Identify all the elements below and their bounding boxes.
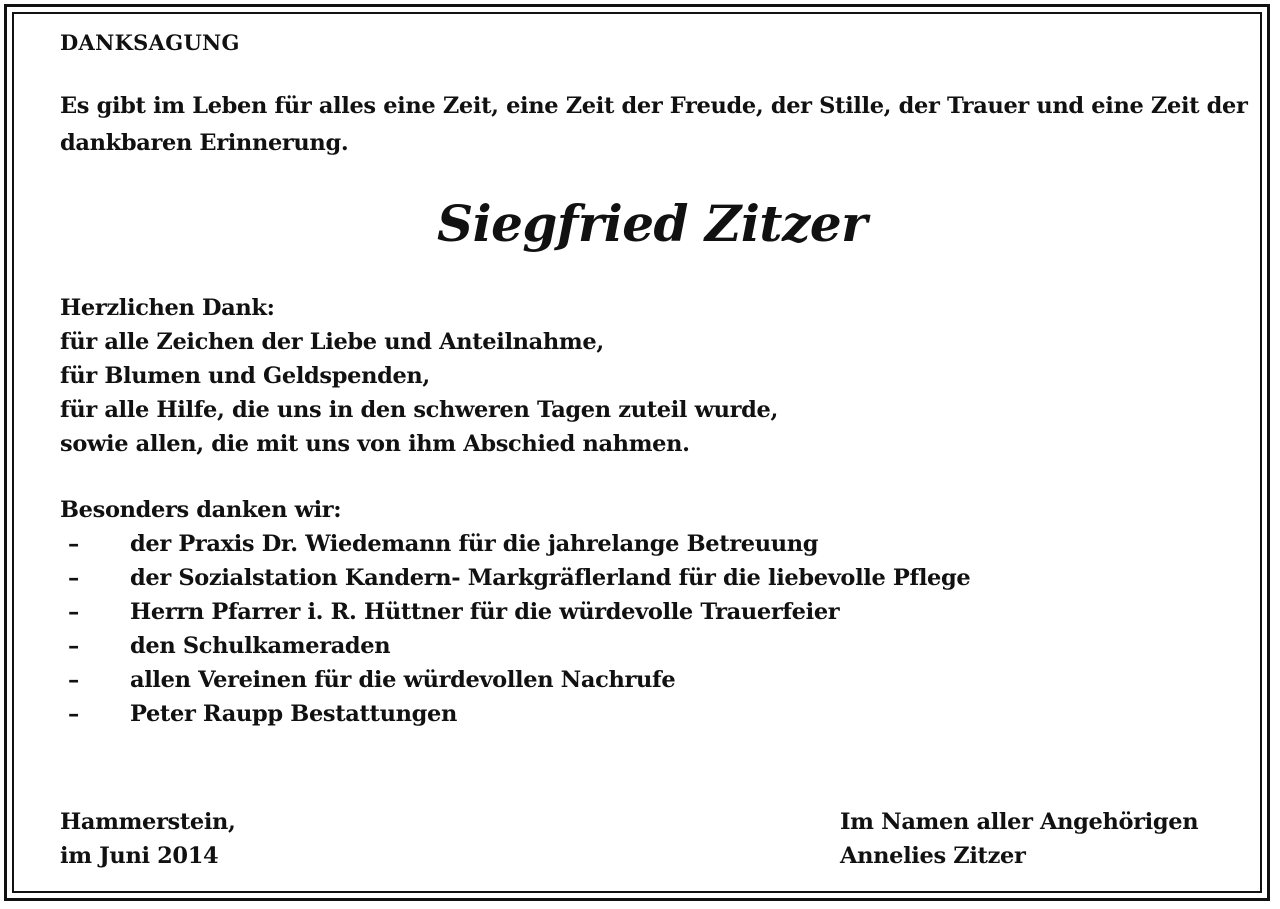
list-item — [60, 663, 970, 697]
dash-bullet: – — [68, 599, 79, 625]
thanks-line: sowie allen, die mit uns von ihm Abschied nahmen. — [60, 431, 690, 457]
list-item — [60, 561, 970, 595]
list-item-text: allen Vereinen für die würdevollen Nachrufe — [130, 667, 676, 693]
dash-bullet: – — [68, 565, 79, 591]
thanks-block — [60, 291, 778, 461]
list-item-text: den Schulkameraden — [130, 633, 391, 659]
list-item-text: der Praxis Dr. Wiedemann für die jahrelange Betreuung — [130, 531, 819, 557]
list-item-text: der Sozialstation Kandern- Markgräflerland für die liebevolle Pflege — [130, 565, 971, 591]
thanks-line: Herzlichen Dank: — [60, 295, 275, 321]
list-item — [60, 595, 970, 629]
list-item — [60, 629, 970, 663]
list-item — [60, 697, 970, 731]
special-thanks-intro: Besonders danken wir: — [60, 497, 342, 523]
notice-heading: DANKSAGUNG — [60, 30, 240, 55]
place-date-block — [60, 805, 236, 873]
list-item-text: Peter Raupp Bestattungen — [130, 701, 457, 727]
thanks-line: für Blumen und Geldspenden, — [60, 363, 430, 389]
place: Hammerstein, — [60, 809, 236, 835]
list-item — [60, 527, 970, 561]
date: im Juni 2014 — [60, 843, 219, 869]
dash-bullet: – — [68, 531, 79, 557]
signature-block — [840, 805, 1198, 873]
intro-text: Es gibt im Leben für alles eine Zeit, eine Zeit der Freude, der Stille, der Trauer und eine Zeit der dankbaren Erinnerung. — [60, 93, 1248, 156]
dash-bullet: – — [68, 633, 79, 659]
thanks-line: für alle Zeichen der Liebe und Anteilnahme, — [60, 329, 604, 355]
deceased-name: Siegfried Zitzer — [436, 194, 868, 253]
dash-bullet: – — [68, 701, 79, 727]
thanks-line: für alle Hilfe, die uns in den schweren Tagen zuteil wurde, — [60, 397, 778, 423]
signoff: Im Namen aller Angehörigen — [840, 809, 1199, 835]
signer-name: Annelies Zitzer — [840, 843, 1026, 869]
list-item-text: Herrn Pfarrer i. R. Hüttner für die würdevolle Trauerfeier — [130, 599, 840, 625]
special-thanks-block — [60, 493, 970, 731]
dash-bullet: – — [68, 667, 79, 693]
